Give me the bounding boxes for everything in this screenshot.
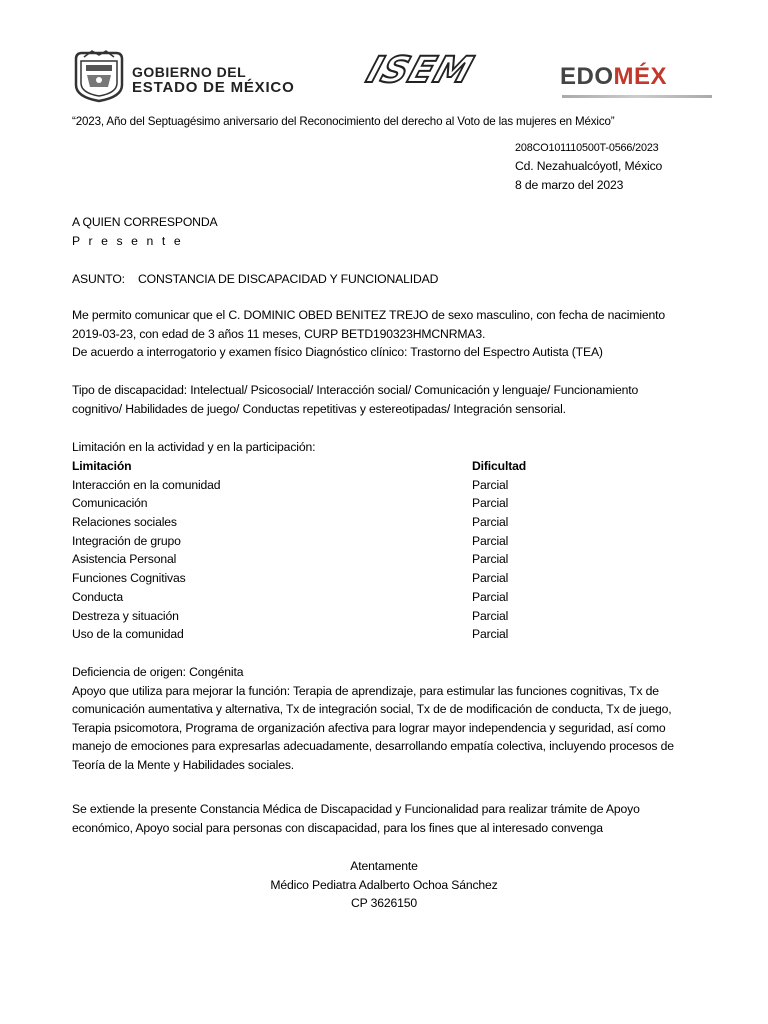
professional-license: CP 3626150 <box>350 896 418 910</box>
text-line: Tipo de discapacidad: Intelectual/ Psicosocial/ Interacción social/ Comunicación y lenguaje/ Funcionamiento <box>72 383 639 397</box>
table-row <box>72 494 552 513</box>
text-line: Teoría de la Mente y Habilidades sociales. <box>72 757 295 772</box>
limitation-cell: Comunicación <box>72 496 148 511</box>
difficulty-cell: Parcial <box>472 515 509 530</box>
subject-label: ASUNTO: <box>72 272 125 286</box>
gobierno-line2: ESTADO DE MÉXICO <box>132 79 295 96</box>
paragraph-patient <box>72 306 712 362</box>
city: Cd. Nezahualcóyotl, México <box>515 159 663 173</box>
limitation-cell: Integración de grupo <box>72 533 181 548</box>
gobierno-line1: GOBIERNO DEL <box>132 64 247 80</box>
paragraph-support <box>72 663 712 774</box>
limitation-cell: Conducta <box>72 589 123 604</box>
limitation-cell: Relaciones sociales <box>72 515 177 530</box>
subject-line <box>72 270 438 289</box>
limitation-cell: Funciones Cognitivas <box>72 571 186 586</box>
table-header-row <box>72 457 552 476</box>
table-row <box>72 569 552 588</box>
table-row <box>72 532 552 551</box>
edomex-tagline-bar <box>562 95 712 98</box>
limitation-cell: Interacción en la comunidad <box>72 477 221 492</box>
signer-name: Médico Pediatra Adalberto Ochoa Sánchez <box>270 877 498 892</box>
text-line: Se extiende la presente Constancia Médica de Discapacidad y Funcionalidad para realizar trámite de Apoyo <box>72 802 640 816</box>
difficulty-cell: Parcial <box>472 477 509 492</box>
paragraph-disability-type <box>72 381 712 418</box>
table-row <box>72 625 552 644</box>
text-line: Deficiencia de origen: Congénita <box>72 665 244 679</box>
table-row <box>72 607 552 626</box>
motto-line: “2023, Año del Septuagésimo aniversario del Reconocimiento del derecho al Voto de las mujeres en México” <box>72 115 615 128</box>
date: 8 de marzo del 2023 <box>515 178 624 192</box>
text-line: cognitivo/ Habilidades de juego/ Conductas repetitivas y estereotipadas/ Integración sensorial. <box>72 401 566 416</box>
difficulty-cell: Parcial <box>472 533 509 548</box>
gobierno-logo <box>72 49 322 105</box>
difficulty-cell: Parcial <box>472 571 509 586</box>
limitation-cell: Uso de la comunidad <box>72 627 184 642</box>
difficulty-cell: Parcial <box>472 552 509 567</box>
column-header-limitation: Limitación <box>72 459 132 473</box>
edomex-part2: MÉX <box>613 63 668 90</box>
difficulty-cell: Parcial <box>472 608 509 623</box>
text-line: económico, Apoyo social para personas con discapacidad, para los fines que al interesado convenga <box>72 820 603 835</box>
addressee: A QUIEN CORRESPONDA <box>72 215 218 229</box>
closing: Atentamente <box>350 859 418 873</box>
isem-wordmark: ISEM <box>361 50 479 91</box>
text-line: comunicación aumentativa y alternativa, Tx de integración social, Tx de de modificación de conducta, Tx de juego, <box>72 702 672 716</box>
text-line: 2019-03-23, con edad de 3 años 11 meses, CURP BETD190323HMCNRMA3. <box>72 326 486 341</box>
text-line: manejo de emociones para expresarlas adecuadamente, desarrollando empatía colectiva, incluyendo procesos de <box>72 739 674 753</box>
edomex-logo <box>560 63 716 102</box>
table-row <box>72 476 552 495</box>
text-line: Me permito comunicar que el C. DOMINIC OBED BENITEZ TREJO de sexo masculino, con fecha de nacimiento <box>72 308 666 322</box>
limitations-title: Limitación en la actividad y en la participación: <box>72 440 316 454</box>
paragraph-purpose <box>72 800 732 837</box>
column-header-difficulty: Dificultad <box>472 459 527 473</box>
edomex-part1: EDO <box>560 63 614 90</box>
difficulty-cell: Parcial <box>472 627 509 642</box>
table-row <box>72 550 552 569</box>
subject-text: CONSTANCIA DE DISCAPACIDAD Y FUNCIONALIDAD <box>138 272 439 286</box>
limitations-table <box>72 457 552 644</box>
limitation-cell: Destreza y situación <box>72 608 179 623</box>
text-line: Terapia psicomotora, Programa de organización afectiva para lograr mayor independencia y seguridad, así como <box>72 720 666 735</box>
difficulty-cell: Parcial <box>472 589 509 604</box>
greeting: P r e s e n t e <box>72 234 184 248</box>
difficulty-cell: Parcial <box>472 496 509 511</box>
text-line: Apoyo que utiliza para mejorar la función: Terapia de aprendizaje, para estimular las funciones cognitivas, Tx de <box>72 683 659 698</box>
isem-logo <box>360 50 516 102</box>
table-row <box>72 588 552 607</box>
signature-block <box>0 857 768 913</box>
limitation-cell: Asistencia Personal <box>72 552 177 567</box>
table-row <box>72 513 552 532</box>
text-line: De acuerdo a interrogatorio y examen físico Diagnóstico clínico: Trastorno del Espectro Autista (TEA) <box>72 345 603 359</box>
reference-number: 208CO101110500T-0566/2023 <box>515 142 659 154</box>
state-shield-icon <box>72 49 126 103</box>
